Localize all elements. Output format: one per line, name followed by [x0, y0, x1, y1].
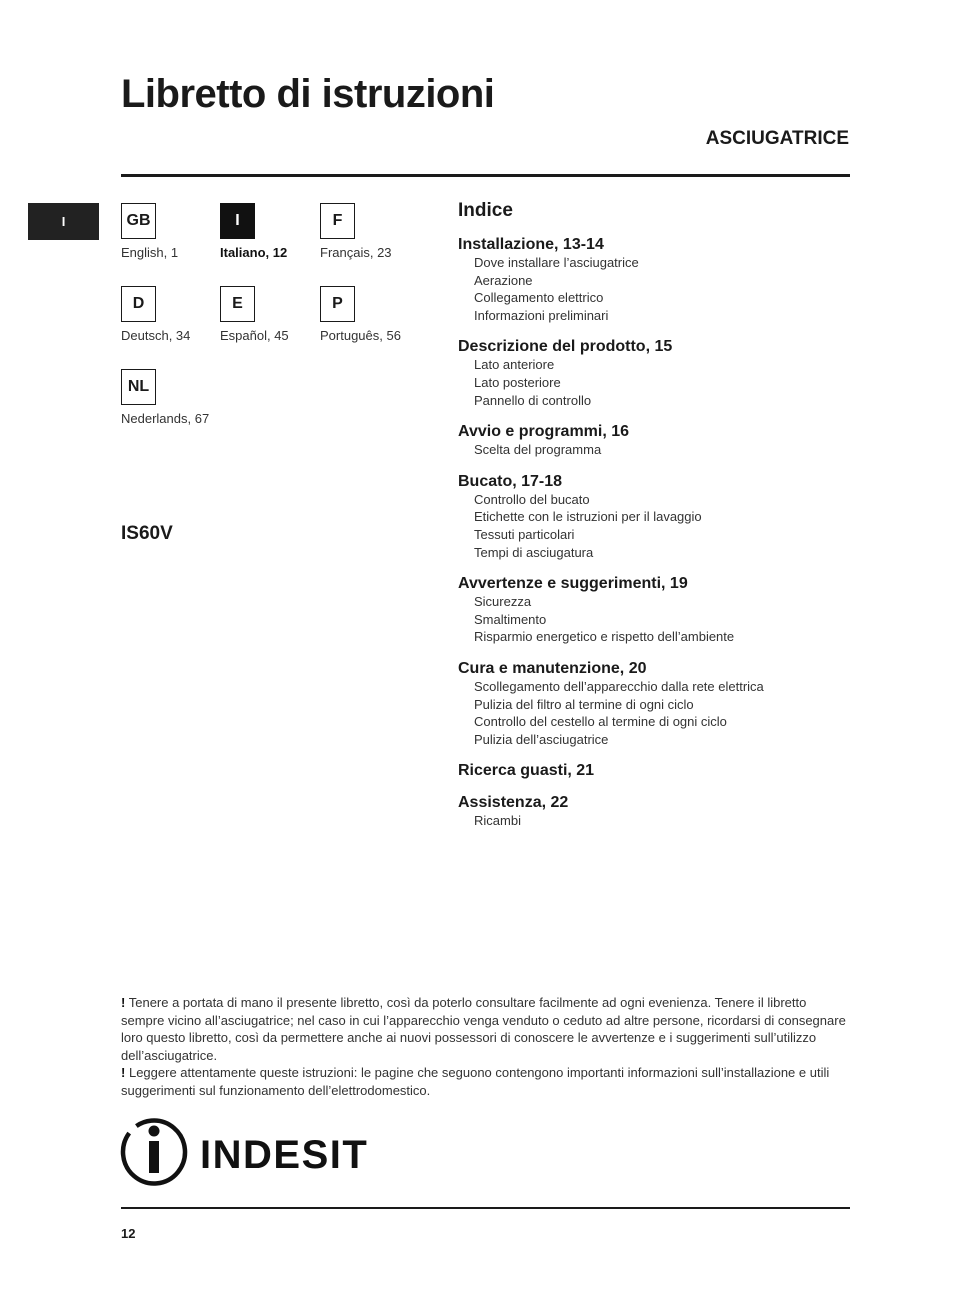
footer-divider — [121, 1207, 850, 1209]
language-f[interactable] — [320, 203, 392, 260]
toc-section — [458, 761, 858, 780]
language-label: Italiano, 12 — [220, 245, 288, 260]
toc-section — [458, 574, 858, 646]
page-number: 12 — [121, 1226, 136, 1241]
toc-section-title[interactable]: Assistenza, 22 — [458, 794, 569, 812]
toc-section-title[interactable]: Avvertenze e suggerimenti, 19 — [458, 575, 688, 593]
note-text: Leggere attentamente queste istruzioni: le pagine che seguono contengono importanti informazioni sull’installazione e utili suggerimenti sul funzionamento dell’elettrodomestico. — [121, 1065, 830, 1098]
table-of-contents — [458, 200, 858, 843]
toc-item[interactable]: Tempi di asciugatura — [474, 544, 594, 560]
language-code-box[interactable]: I — [220, 203, 255, 239]
toc-item[interactable]: Controllo del cestello al termine di ogni ciclo — [474, 714, 727, 730]
model-name: IS60V — [121, 523, 173, 544]
toc-item[interactable]: Lato anteriore — [474, 357, 555, 373]
toc-item[interactable]: Smaltimento — [474, 611, 547, 627]
toc-item[interactable]: Collegamento elettrico — [474, 290, 604, 306]
language-label: English, 1 — [121, 245, 179, 260]
language-e[interactable] — [220, 286, 289, 343]
logo-wordmark: INDESIT — [200, 1133, 369, 1177]
toc-item[interactable]: Scollegamento dell’apparecchio dalla rete elettrica — [474, 678, 764, 694]
toc-item[interactable]: Dove installare l’asciugatrice — [474, 255, 639, 270]
toc-section — [458, 472, 858, 561]
toc-item[interactable]: Etichette con le istruzioni per il lavaggio — [474, 509, 702, 525]
language-p[interactable] — [320, 286, 401, 343]
note-text: Tenere a portata di mano il presente libretto, così da poterlo consultare facilmente ad ogni evenienza. Tenere il libretto sempre vicino all’asciugatrice; nel caso in cui l’apparecchio venga venduto o ceduto ad altre persone, ricordarsi di consegnare loro questo libretto, così da permettere anche ai nuovi possessori di conoscere le avvertenze e i suggerimenti sull’utilizzo dell’asciugatrice. — [121, 995, 846, 1063]
language-code-box[interactable]: E — [220, 286, 255, 322]
language-code-box[interactable]: NL — [121, 369, 156, 405]
toc-item[interactable]: Aerazione — [474, 272, 533, 288]
warning-mark: ! — [121, 1065, 126, 1080]
toc-item[interactable]: Pulizia del filtro al termine di ogni ciclo — [474, 696, 694, 712]
toc-item[interactable]: Pulizia dell’asciugatrice — [474, 731, 609, 747]
indesit-logo-icon — [120, 1118, 374, 1186]
toc-section — [458, 422, 858, 459]
toc-section-title[interactable]: Avvio e programmi, 16 — [458, 423, 630, 441]
toc-section — [458, 793, 858, 830]
note-paragraph — [121, 994, 851, 1064]
language-i[interactable] — [220, 203, 287, 260]
toc-item[interactable]: Informazioni preliminari — [474, 307, 609, 323]
language-label: Nederlands, 67 — [121, 411, 210, 426]
toc-item[interactable]: Controllo del bucato — [474, 491, 590, 507]
toc-section — [458, 235, 858, 324]
toc-item[interactable]: Tessuti particolari — [474, 526, 575, 542]
page-title: Libretto di istruzioni — [121, 72, 495, 116]
toc-item[interactable]: Risparmio energetico e rispetto dell’ambiente — [474, 629, 735, 645]
language-label: Português, 56 — [320, 328, 401, 343]
language-code-box[interactable]: P — [320, 286, 355, 322]
product-type: ASCIUGATRICE — [705, 128, 849, 149]
toc-item[interactable]: Ricambi — [474, 813, 521, 829]
header-divider — [121, 174, 850, 177]
important-notes — [121, 994, 851, 1099]
language-d[interactable] — [121, 286, 190, 343]
toc-item[interactable]: Lato posteriore — [474, 374, 561, 390]
toc-section-title[interactable]: Bucato, 17-18 — [458, 472, 563, 490]
toc-section-title[interactable]: Cura e manutenzione, 20 — [458, 659, 647, 677]
toc-item[interactable]: Sicurezza — [474, 594, 532, 610]
toc-section — [458, 337, 858, 409]
language-code-box[interactable]: GB — [121, 203, 156, 239]
toc-title: Indice — [458, 200, 513, 221]
toc-item[interactable]: Scelta del programma — [474, 442, 602, 458]
language-gb[interactable] — [121, 203, 178, 260]
language-side-tab: I — [28, 203, 99, 240]
language-nl[interactable] — [121, 369, 209, 426]
language-label: Español, 45 — [220, 328, 289, 343]
toc-section-title[interactable]: Descrizione del prodotto, 15 — [458, 338, 673, 356]
language-code-box[interactable]: D — [121, 286, 156, 322]
toc-section-title[interactable]: Ricerca guasti, 21 — [458, 762, 595, 780]
toc-section — [458, 659, 858, 748]
warning-mark: ! — [121, 995, 126, 1010]
toc-section-title[interactable]: Installazione, 13-14 — [458, 236, 604, 253]
language-label: Deutsch, 34 — [121, 328, 191, 343]
language-code-box[interactable]: F — [320, 203, 355, 239]
toc-item[interactable]: Pannello di controllo — [474, 392, 592, 408]
note-paragraph — [121, 1064, 851, 1099]
language-label: Français, 23 — [320, 245, 392, 260]
